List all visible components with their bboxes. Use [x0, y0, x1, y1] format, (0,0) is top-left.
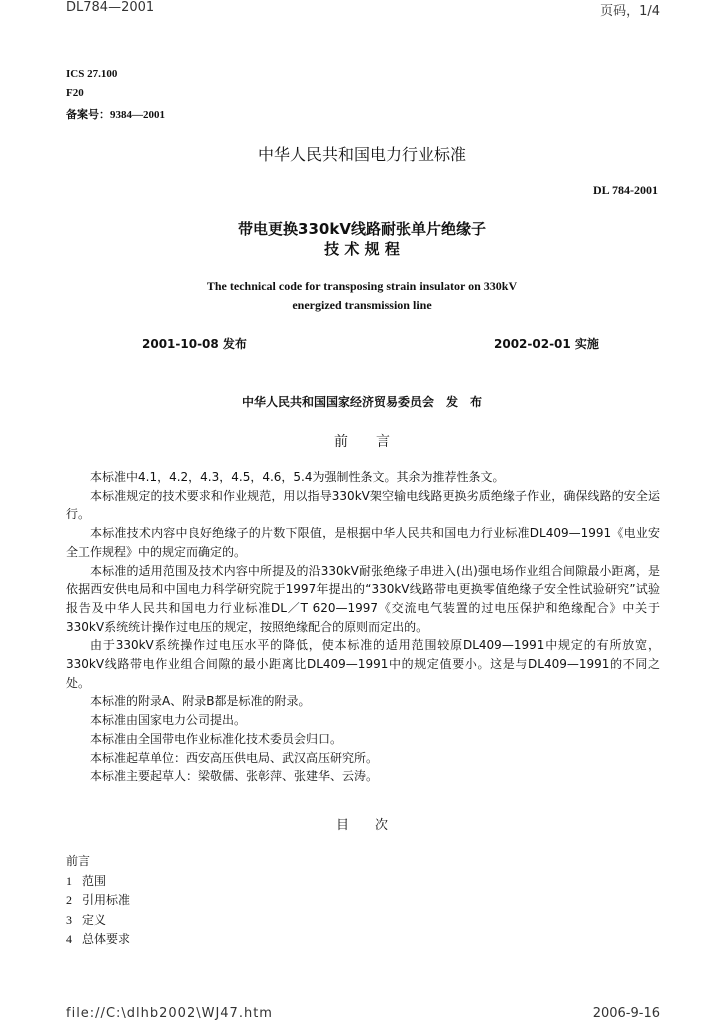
ics-code: ICS 27.100: [66, 68, 118, 80]
toc-heading: 目 次: [335, 818, 388, 833]
toc-item-number: 1: [66, 873, 72, 888]
title-cn-line1: 带电更换330kV线路耐张单片绝缘子: [238, 220, 486, 238]
release-date: 2001-10-08 发布: [142, 337, 247, 351]
preface-paragraph: 本标准由全国带电作业标准化技术委员会归口。: [90, 731, 343, 746]
toc-item-number: 4: [66, 932, 72, 946]
toc-item-definitions[interactable]: [66, 911, 130, 931]
preface-paragraph: 本标准的适用范围及技术内容中所提及的沿330kV耐张绝缘子串进入(出)强电场作业组合间隙最小距离，是依据西安供电局和中国电力科学研究院于1997年提出的“330kV线路带电更换零值绝缘子安全性试验研究”试验报告及中华人民共和国电力行业标准DL／T 620—1997《交流电气装置的过电压保护和绝缘配合》中关于330kV系统统计操作过电压的规定，按照绝缘配合的原则而定出的。: [66, 563, 660, 634]
toc-item-number: 3: [66, 912, 72, 927]
toc-item-preface[interactable]: [66, 852, 130, 872]
preface-body: [66, 468, 660, 786]
classification-code: F20: [66, 87, 84, 99]
preface-paragraph: 本标准由国家电力公司提出。: [90, 713, 247, 728]
preface-paragraph: 由于330kV系统操作过电压水平的降低，使本标准的适用范围较原DL409—1991中规定的有所放宽，330kV线路带电作业组合间隙的最小距离比DL409—1991中的规定值要小。这是与DL409—1991的不同之处。: [66, 638, 660, 690]
preface-paragraph: 本标准中4.1，4.2，4.3，4.5，4.6，5.4为强制性条文。其余为推荐性条文。: [90, 470, 505, 484]
preface-heading: 前 言: [334, 434, 390, 450]
header-doc-id: DL784—2001: [66, 0, 155, 15]
title-cn-line2: 技 术 规 程: [324, 240, 400, 258]
toc-item-label: 前言: [66, 854, 91, 868]
footer-date: 2006-9-16: [592, 1006, 660, 1021]
toc-list: [66, 852, 130, 950]
preface-paragraph: 本标准主要起草人：梁敬儒、张彰萍、张建华、云涛。: [90, 769, 379, 784]
title-en-line1: The technical code for transposing strain insulator on 330kV: [206, 279, 518, 293]
filing-number: 备案号：9384—2001: [66, 109, 165, 121]
toc-item-label: 引用标准: [82, 893, 131, 907]
toc-item-number: 2: [66, 893, 72, 907]
title-en-line2: energized transmission line: [292, 298, 432, 312]
toc-item-label: 范围: [82, 873, 107, 888]
issuer: 中华人民共和国国家经济贸易委员会 发 布: [241, 395, 482, 409]
preface-paragraph: 本标准的附录A、附录B都是标准的附录。: [90, 694, 311, 709]
preface-paragraph: 本标准起草单位：西安高压供电局、武汉高压研究所。: [90, 750, 379, 765]
toc-item-references[interactable]: [66, 891, 130, 911]
toc-item-label: 定义: [82, 912, 107, 927]
toc-item-scope[interactable]: [66, 872, 130, 892]
standard-number: DL 784-2001: [592, 183, 658, 197]
preface-paragraph: 本标准技术内容中良好绝缘子的片数下限值，是根据中华人民共和国电力行业标准DL409—1991《电业安全工作规程》中的规定而确定的。: [66, 526, 660, 559]
footer-file-path: file://C:\dlhb2002\WJ47.htm: [66, 1006, 273, 1021]
toc-item-general-requirements[interactable]: [66, 930, 130, 950]
preface-paragraph: 本标准规定的技术要求和作业规范，用以指导330kV架空输电线路更换劣质绝缘子作业，确保线路的安全运行。: [66, 488, 660, 522]
implement-date: 2002-02-01 实施: [494, 337, 599, 351]
header-page-number: 页码，1/4: [600, 4, 660, 19]
org-title: 中华人民共和国电力行业标准: [257, 145, 466, 164]
toc-item-label: 总体要求: [82, 932, 131, 946]
